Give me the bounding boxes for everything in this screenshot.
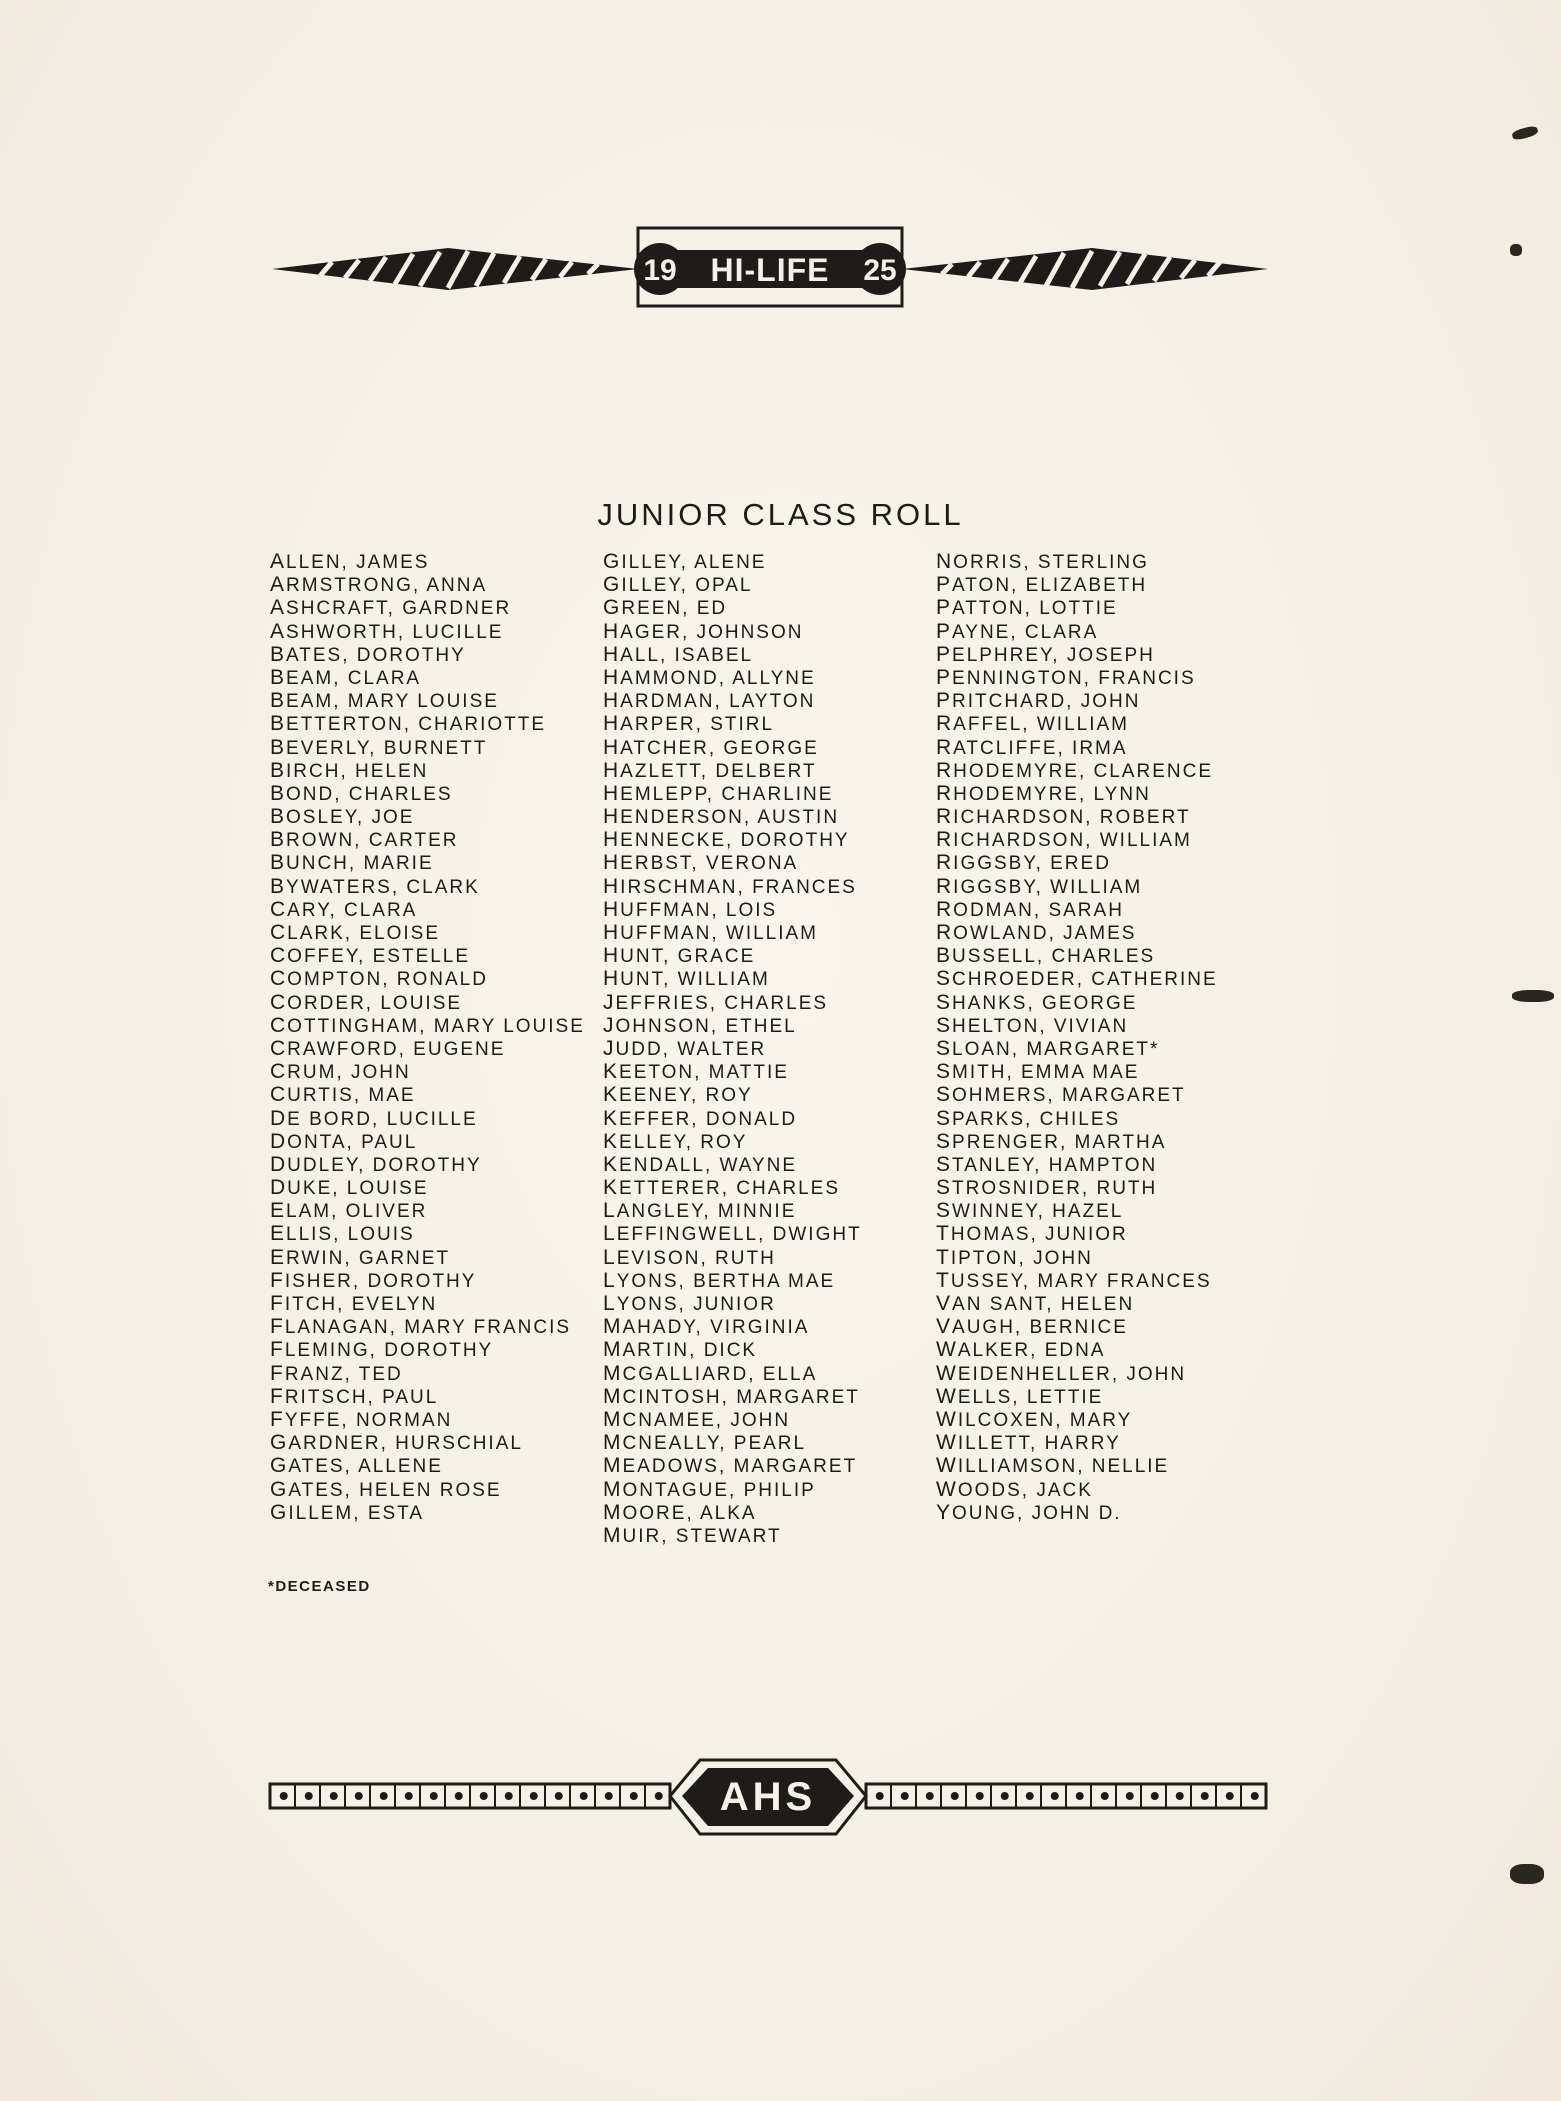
student-name: PATON, ELIZABETH	[936, 573, 1148, 597]
student-name: ALLEN, JAMES	[270, 550, 430, 573]
student-name: FISHER, DOROTHY	[270, 1268, 477, 1292]
ahs-logo-text: AHS	[719, 1775, 817, 1819]
student-name: BIRCH, HELEN	[270, 758, 429, 782]
student-name: BYWATERS, CLARK	[270, 874, 480, 898]
student-name: JEFFRIES, CHARLES	[603, 990, 829, 1014]
student-name: PELPHREY, JOSEPH	[936, 642, 1155, 666]
student-name: HAZLETT, DELBERT	[603, 758, 817, 782]
roll-column-2	[603, 550, 933, 1547]
student-name: HUFFMAN, WILLIAM	[603, 921, 819, 944]
student-name: ELAM, OLIVER	[270, 1199, 428, 1223]
student-name: RAFFEL, WILLIAM	[936, 712, 1129, 736]
student-name: SPARKS, CHILES	[936, 1106, 1121, 1130]
student-name: SHELTON, VIVIAN	[936, 1013, 1129, 1037]
student-name: BOSLEY, JOE	[270, 805, 415, 829]
student-name: HARDMAN, LAYTON	[603, 689, 816, 713]
student-name: WEIDENHELLER, JOHN	[936, 1361, 1187, 1385]
student-name: CRUM, JOHN	[270, 1060, 411, 1084]
student-name: HENNECKE, DOROTHY	[603, 828, 850, 852]
student-name: KEENEY, ROY	[603, 1083, 753, 1107]
student-name: MCINTOSH, MARGARET	[603, 1384, 860, 1408]
student-name: PAYNE, CLARA	[936, 619, 1099, 643]
student-name: FLANAGAN, MARY FRANCIS	[270, 1315, 572, 1339]
student-name: KENDALL, WAYNE	[603, 1152, 798, 1176]
student-name: LEVISON, RUTH	[603, 1245, 776, 1269]
student-name: HIRSCHMAN, FRANCES	[603, 874, 857, 898]
student-name: HALL, ISABEL	[603, 642, 754, 666]
student-name: SCHROEDER, CATHERINE	[936, 967, 1218, 991]
student-name: ROWLAND, JAMES	[936, 921, 1137, 944]
student-name: WOODS, JACK	[936, 1477, 1093, 1501]
student-name: MARTIN, DICK	[603, 1338, 758, 1362]
student-name: HAGER, JOHNSON	[603, 619, 804, 643]
student-name: GATES, HELEN ROSE	[270, 1477, 502, 1501]
edge-mark	[1510, 1864, 1544, 1884]
student-name: ASHCRAFT, GARDNER	[270, 596, 512, 620]
student-name: HUNT, GRACE	[603, 944, 756, 968]
student-name: GATES, ALLENE	[270, 1454, 443, 1478]
student-name: MCNEALLY, PEARL	[603, 1431, 807, 1455]
student-name: SLOAN, MARGARET*	[936, 1036, 1160, 1060]
student-name: CRAWFORD, EUGENE	[270, 1036, 506, 1060]
student-name: CLARK, ELOISE	[270, 921, 441, 944]
page-title: JUNIOR CLASS ROLL	[597, 497, 964, 532]
footer-banner	[268, 1742, 1268, 1852]
student-name: PATTON, LOTTIE	[936, 596, 1118, 620]
student-name: SOHMERS, MARGARET	[936, 1083, 1186, 1107]
student-name: RHODEMYRE, CLARENCE	[936, 758, 1213, 782]
student-name: STROSNIDER, RUTH	[936, 1176, 1158, 1200]
student-name: FYFFE, NORMAN	[270, 1407, 453, 1431]
edge-mark	[1511, 125, 1539, 141]
student-name: GILLEM, ESTA	[270, 1500, 425, 1524]
student-name: WILLIAMSON, NELLIE	[936, 1454, 1170, 1478]
student-name: MCNAMEE, JOHN	[603, 1407, 791, 1431]
student-name: COMPTON, RONALD	[270, 967, 488, 991]
student-name: GREEN, ED	[603, 596, 728, 620]
student-name: ASHWORTH, LUCILLE	[270, 619, 504, 643]
student-name: COTTINGHAM, MARY LOUISE	[270, 1013, 585, 1037]
logo-text: HI-LIFE	[710, 252, 830, 288]
student-name: ELLIS, LOUIS	[270, 1222, 415, 1246]
student-name: ARMSTRONG, ANNA	[270, 573, 488, 597]
student-name: CURTIS, MAE	[270, 1083, 416, 1107]
student-name: BROWN, CARTER	[270, 828, 459, 852]
student-name: RIGGSBY, WILLIAM	[936, 874, 1143, 898]
logo-year-left: 19	[643, 254, 677, 287]
student-name: RIGGSBY, ERED	[936, 851, 1111, 875]
student-name: BEVERLY, BURNETT	[270, 735, 488, 759]
student-name: TIPTON, JOHN	[936, 1245, 1093, 1269]
student-name: MCGALLIARD, ELLA	[603, 1361, 818, 1385]
student-name: HEMLEPP, CHARLINE	[603, 781, 834, 805]
student-name: SHANKS, GEORGE	[936, 990, 1138, 1014]
student-name: KELLEY, ROY	[603, 1129, 748, 1153]
student-name: HUNT, WILLIAM	[603, 967, 770, 991]
student-name: RICHARDSON, ROBERT	[936, 805, 1191, 829]
student-name: KEFFER, DONALD	[603, 1106, 798, 1130]
student-name: COFFEY, ESTELLE	[270, 944, 471, 968]
student-name: FRANZ, TED	[270, 1361, 403, 1385]
student-name: GILLEY, OPAL	[603, 573, 753, 597]
student-name: YOUNG, JOHN D.	[936, 1500, 1122, 1524]
student-name: BETTERTON, CHARIOTTE	[270, 712, 547, 736]
student-name: RATCLIFFE, IRMA	[936, 735, 1128, 759]
student-name: MONTAGUE, PHILIP	[603, 1477, 816, 1501]
student-name: MOORE, ALKA	[603, 1500, 757, 1524]
student-name: DONTA, PAUL	[270, 1129, 418, 1153]
student-name: HUFFMAN, LOIS	[603, 897, 778, 921]
edge-mark	[1512, 990, 1554, 1002]
student-name: BATES, DOROTHY	[270, 642, 466, 666]
student-name: PENNINGTON, FRANCIS	[936, 665, 1196, 689]
roll-column-1	[270, 550, 600, 1524]
student-name: STANLEY, HAMPTON	[936, 1152, 1158, 1176]
logo-year-right: 25	[863, 254, 897, 287]
student-name: LANGLEY, MINNIE	[603, 1199, 797, 1223]
footnote: *DECEASED	[268, 1578, 371, 1595]
student-name: DE BORD, LUCILLE	[270, 1106, 478, 1130]
student-name: LYONS, BERTHA MAE	[603, 1268, 836, 1292]
student-name: KEETON, MATTIE	[603, 1060, 789, 1084]
student-name: HERBST, VERONA	[603, 851, 799, 875]
student-name: MAHADY, VIRGINIA	[603, 1315, 810, 1339]
student-name: VAN SANT, HELEN	[936, 1292, 1135, 1315]
student-name: TUSSEY, MARY FRANCES	[936, 1268, 1212, 1292]
student-name: LYONS, JUNIOR	[603, 1292, 776, 1315]
student-name: RHODEMYRE, LYNN	[936, 781, 1151, 805]
student-name: LEFFINGWELL, DWIGHT	[603, 1222, 862, 1246]
student-name: BUSSELL, CHARLES	[936, 944, 1156, 968]
roll-column-3	[936, 550, 1266, 1524]
student-name: PRITCHARD, JOHN	[936, 689, 1141, 713]
student-name: KETTERER, CHARLES	[603, 1176, 840, 1200]
student-name: FRITSCH, PAUL	[270, 1384, 439, 1408]
student-name: GILLEY, ALENE	[603, 550, 767, 573]
student-name: JUDD, WALTER	[603, 1036, 767, 1060]
student-name: HATCHER, GEORGE	[603, 735, 819, 759]
student-name: WILCOXEN, MARY	[936, 1407, 1133, 1431]
student-name: BOND, CHARLES	[270, 781, 453, 805]
student-name: NORRIS, STERLING	[936, 550, 1149, 573]
student-name: DUDLEY, DOROTHY	[270, 1152, 482, 1176]
student-name: HAMMOND, ALLYNE	[603, 665, 816, 689]
student-name: BUNCH, MARIE	[270, 851, 434, 875]
student-name: GARDNER, HURSCHIAL	[270, 1431, 523, 1455]
student-name: FITCH, EVELYN	[270, 1292, 438, 1315]
student-name: HARPER, STIRL	[603, 712, 775, 736]
student-name: THOMAS, JUNIOR	[936, 1222, 1128, 1246]
student-name: RICHARDSON, WILLIAM	[936, 828, 1192, 852]
student-name: SMITH, EMMA MAE	[936, 1060, 1140, 1084]
header-banner	[270, 226, 1270, 312]
student-name: CORDER, LOUISE	[270, 990, 463, 1014]
student-name: CARY, CLARA	[270, 897, 418, 921]
student-name: WILLETT, HARRY	[936, 1431, 1121, 1455]
student-name: ERWIN, GARNET	[270, 1245, 451, 1269]
student-name: HENDERSON, AUSTIN	[603, 805, 840, 829]
student-name: MEADOWS, MARGARET	[603, 1454, 858, 1478]
edge-mark	[1510, 244, 1522, 256]
student-name: BEAM, MARY LOUISE	[270, 689, 499, 713]
student-name: RODMAN, SARAH	[936, 897, 1124, 921]
student-name: WELLS, LETTIE	[936, 1384, 1104, 1408]
student-name: SWINNEY, HAZEL	[936, 1199, 1124, 1223]
student-name: BEAM, CLARA	[270, 665, 422, 689]
student-name: VAUGH, BERNICE	[936, 1315, 1128, 1339]
student-name: SPRENGER, MARTHA	[936, 1129, 1167, 1153]
student-name: JOHNSON, ETHEL	[603, 1013, 797, 1037]
student-name: MUIR, STEWART	[603, 1523, 782, 1547]
student-name: FLEMING, DOROTHY	[270, 1338, 494, 1362]
student-name: WALKER, EDNA	[936, 1338, 1106, 1362]
student-name: DUKE, LOUISE	[270, 1176, 429, 1200]
